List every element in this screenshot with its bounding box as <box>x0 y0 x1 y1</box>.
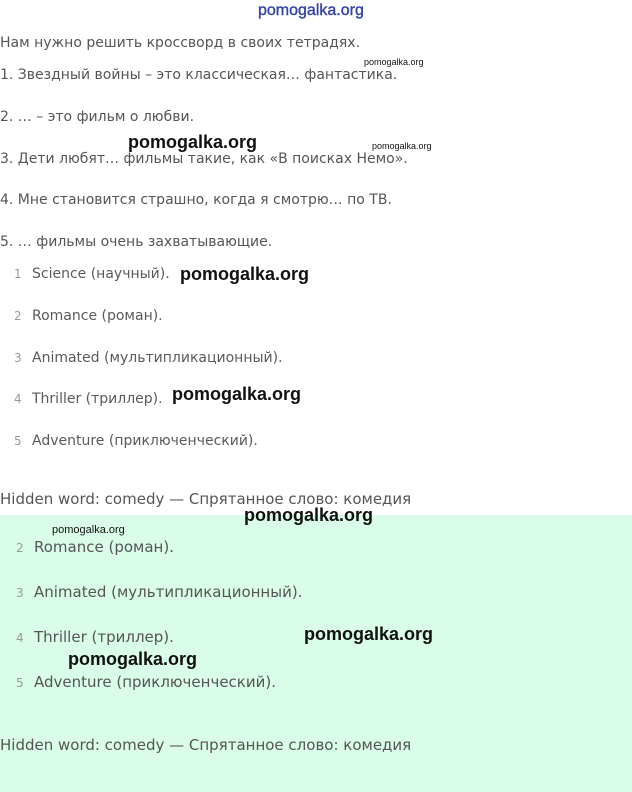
answer-text: Thriller (триллер). <box>32 391 163 407</box>
answer-number: 5 <box>14 434 22 448</box>
answer-text: Animated (мультипликационный). <box>34 583 303 601</box>
answer-text: Thriller (триллер). <box>34 628 174 646</box>
watermark: pomogalka.org <box>128 132 258 152</box>
answer-text: Adventure (приключенческий). <box>32 433 258 449</box>
answer-2 <box>14 307 163 325</box>
watermark: pomogalka.org <box>304 624 434 644</box>
watermark: pomogalka.org <box>68 649 198 669</box>
box-answer-2 <box>16 538 174 557</box>
answer-text: Animated (мультипликационный). <box>32 350 283 366</box>
question-4: 4. Мне становится страшно, когда я смотрю… по ТВ. <box>0 192 392 208</box>
answer-number: 3 <box>16 586 24 600</box>
answer-number: 5 <box>16 676 24 690</box>
answer-5 <box>14 432 258 450</box>
answer-number: 2 <box>16 541 24 555</box>
answer-text: Romance (роман). <box>32 308 163 324</box>
answer-text: Science (научный). <box>32 266 170 282</box>
box-answer-5 <box>16 673 276 692</box>
question-2: 2. … – это фильм о любви. <box>0 109 195 125</box>
hidden-word: Hidden word: comedy — Спрятанное слово: комедия <box>0 490 412 508</box>
intro-text: Нам нужно решить кроссворд в своих тетрадях. <box>0 35 361 51</box>
question-3: 3. Дети любят… фильмы такие, как «В поисках Немо». <box>0 151 408 167</box>
box-answer-4 <box>16 628 174 647</box>
watermark: pomogalka.org <box>52 524 125 536</box>
watermark: pomogalka.org <box>244 505 374 525</box>
box-hidden-word: Hidden word: comedy — Спрятанное слово: комедия <box>0 736 412 754</box>
question-5: 5. … фильмы очень захватывающие. <box>0 234 273 250</box>
answer-4 <box>14 390 163 408</box>
answer-text: Adventure (приключенческий). <box>34 673 276 691</box>
watermark: pomogalka.org <box>172 384 302 404</box>
question-1: 1. Звездный войны – это классическая… фантастика. <box>0 67 398 83</box>
watermark: pomogalka.org <box>372 141 432 151</box>
watermark: pomogalka.org <box>180 264 310 284</box>
watermark: pomogalka.org <box>364 57 424 67</box>
answer-3 <box>14 349 283 367</box>
watermark-top: pomogalka.org <box>258 2 364 19</box>
answer-number: 4 <box>16 631 24 645</box>
answer-text: Romance (роман). <box>34 538 174 556</box>
answer-number: 4 <box>14 392 22 406</box>
answer-1 <box>14 265 170 283</box>
answer-number: 1 <box>14 267 22 281</box>
answer-number: 2 <box>14 309 22 323</box>
answer-number: 3 <box>14 351 22 365</box>
box-answer-3 <box>16 583 302 602</box>
